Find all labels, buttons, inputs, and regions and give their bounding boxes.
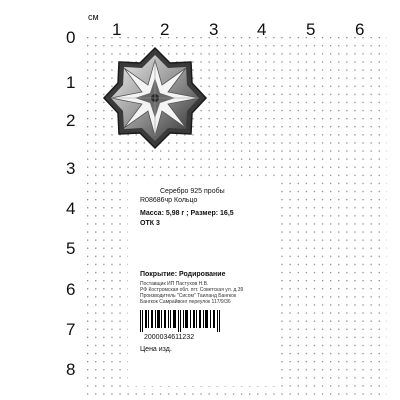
tag-coating: Покрытие: Родирование (140, 271, 226, 278)
tag-article: R08686чр Кольцо (140, 197, 198, 204)
tag-supplier: Поставщик ИП Пастухов Н.В. (140, 281, 209, 287)
tag-manufacturer-address: Бангкок Самрайвонг переулок 117/9/36 (140, 299, 231, 305)
barcode-number: 2000034611232 (144, 334, 195, 341)
tag-material: Серебро 925 пробы (160, 188, 225, 195)
tag-weight-size: Масса: 5,98 г ; Размер: 16,5 (140, 210, 234, 217)
barcode (140, 310, 224, 332)
price-label: Цена изд. (140, 346, 172, 353)
y-tick-0: 0 (66, 28, 76, 47)
product-tag (128, 180, 276, 386)
y-tick-2: 2 (66, 111, 76, 130)
y-tick-3: 3 (66, 159, 76, 178)
x-tick-4: 4 (257, 20, 267, 39)
x-tick-1: 1 (112, 20, 122, 39)
x-tick-2: 2 (160, 20, 170, 39)
x-tick-3: 3 (209, 20, 219, 39)
y-tick-6: 6 (66, 280, 76, 299)
tag-supplier-address: РФ Костромская обл. пгт. Советская ул. д.39 (140, 287, 244, 293)
ring-photo (104, 48, 206, 148)
y-tick-5: 5 (66, 239, 76, 258)
y-tick-4: 4 (66, 199, 76, 218)
x-tick-6: 6 (355, 20, 365, 39)
y-tick-1: 1 (66, 73, 76, 92)
tag-manufacturer: Производитель "Сисом" Таиланд Бангкок (140, 293, 237, 299)
tag-otk: ОТК 3 (140, 220, 160, 227)
x-tick-5: 5 (306, 20, 316, 39)
unit-label: см (88, 12, 99, 22)
y-tick-7: 7 (66, 320, 76, 339)
y-tick-8: 8 (66, 360, 76, 379)
